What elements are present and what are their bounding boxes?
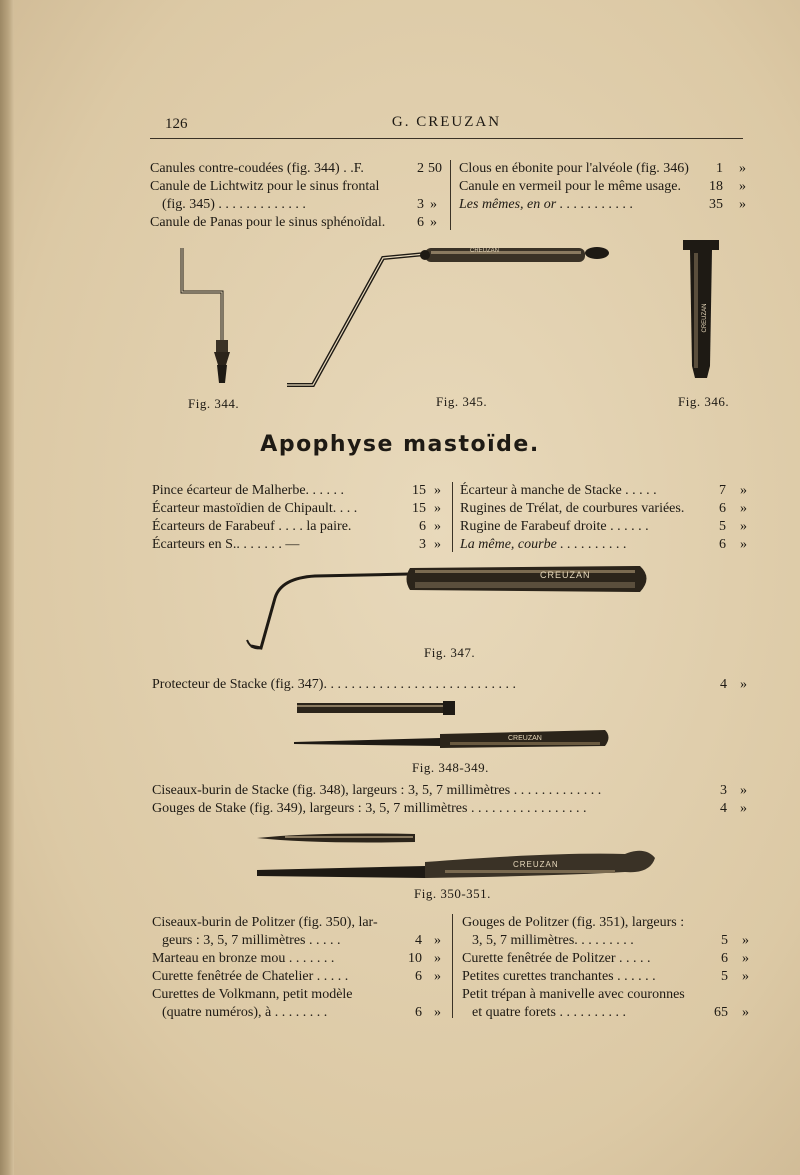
item-price: 3 xyxy=(720,783,727,798)
list-item: Gouges de Politzer (fig. 351), largeurs : xyxy=(462,915,685,930)
figure-caption: Fig. 344. xyxy=(188,396,240,411)
list-item: Les mêmes, en or . . . . . . . . . . . 35 » xyxy=(459,197,746,212)
list-item: Écarteur mastoïdien de Chipault. . . . 15 » xyxy=(152,501,441,516)
item-price: 4 xyxy=(720,801,727,816)
item-text: Protecteur de Stacke (fig. 347). . . . . . . . . . . . . . . . . . . . . . . . . . . . xyxy=(152,677,516,692)
engraving-346: CREUZAN xyxy=(702,303,708,333)
item-price-cents: » xyxy=(740,677,747,692)
figure-caption: Fig. 346. xyxy=(678,394,730,409)
price-list-bottom-left xyxy=(152,914,452,1022)
list-item: Canule en vermeil pour le même usage. 18 » xyxy=(459,179,746,194)
engraving-351: CREUZAN xyxy=(513,860,559,869)
price-list-top-right xyxy=(459,160,759,214)
engraving-349: CREUZAN xyxy=(508,735,542,742)
figure-349-illustration xyxy=(290,722,620,752)
list-item: geurs : 3, 5, 7 millimètres . . . . . 4 » xyxy=(162,933,441,948)
list-item: Canules contre-coudées (fig. 344) . .F. 2 50 xyxy=(150,161,442,176)
list-item: Pince écarteur de Malherbe. . . . . . 15 » xyxy=(152,483,441,498)
item-price-cents: » xyxy=(740,783,747,798)
figure-caption: Fig. 347. xyxy=(424,645,476,660)
list-item: (quatre numéros), à . . . . . . . . 6 » xyxy=(162,1005,441,1020)
column-divider xyxy=(452,482,453,552)
list-item: (fig. 345) . . . . . . . . . . . . . 3 » xyxy=(162,197,437,212)
figure-347-illustration xyxy=(245,560,655,655)
list-item: Canule de Panas pour le sinus sphénoïdal. 6 » xyxy=(150,215,437,230)
figure-346-illustration xyxy=(680,238,725,383)
list-item: 3, 5, 7 millimètres. . . . . . . . . 5 » xyxy=(472,933,749,948)
list-item: Petites curettes tranchantes . . . . . . 5 » xyxy=(462,969,749,984)
list-item: Curettes de Volkmann, petit modèle xyxy=(152,987,353,1002)
book-gutter xyxy=(0,0,14,1175)
list-item: Écarteurs de Farabeuf . . . . la paire. 6 » xyxy=(152,519,441,534)
list-item: Rugine de Farabeuf droite . . . . . . 5 » xyxy=(460,519,747,534)
list-item: Écarteurs en S.. . . . . . . — 3 » xyxy=(152,537,441,552)
gouges-stake-row xyxy=(152,800,752,818)
page-number: 126 xyxy=(165,116,188,132)
list-item: Petit trépan à manivelle avec couronnes xyxy=(462,987,685,1002)
list-item: Clous en ébonite pour l'alvéole (fig. 346) 1 » xyxy=(459,161,746,176)
figure-caption: Fig. 348-349. xyxy=(412,760,489,775)
item-price: 4 xyxy=(720,677,727,692)
protecteur-row xyxy=(152,676,752,694)
column-divider xyxy=(452,914,453,1018)
list-item: Marteau en bronze mou . . . . . . . 10 » xyxy=(152,951,441,966)
section-heading: Apophyse mastoïde. xyxy=(260,432,540,457)
figure-caption: Fig. 350-351. xyxy=(414,886,491,901)
price-list-mid-left xyxy=(152,482,452,554)
page-header xyxy=(150,112,743,139)
figure-345-illustration xyxy=(285,240,630,390)
list-item: Canule de Lichtwitz pour le sinus frontal xyxy=(150,179,380,194)
list-item: Curette fenêtrée de Politzer . . . . . 6 » xyxy=(462,951,749,966)
figure-348-illustration xyxy=(295,698,465,718)
column-divider xyxy=(450,160,451,230)
running-title: G. CREUZAN xyxy=(391,114,502,130)
price-list-top-left xyxy=(150,160,450,232)
list-item: et quatre forets . . . . . . . . . . 65 » xyxy=(472,1005,749,1020)
engraving-345: CREUZAN xyxy=(470,248,500,254)
figure-351-illustration xyxy=(255,842,660,882)
figure-caption: Fig. 345. xyxy=(436,394,488,409)
item-text: Gouges de Stake (fig. 349), largeurs : 3, 5, 7 millimètres . . . . . . . . . . . . . . . . . xyxy=(152,801,587,816)
item-text: Ciseaux-burin de Stacke (fig. 348), largeurs : 3, 5, 7 millimètres . . . . . . . . . . . . . xyxy=(152,783,602,798)
price-list-mid-right xyxy=(460,482,760,554)
engraving-347: CREUZAN xyxy=(540,570,591,580)
item-price-cents: » xyxy=(740,801,747,816)
list-item: Curette fenêtrée de Chatelier . . . . . 6 » xyxy=(152,969,441,984)
list-item: La même, courbe . . . . . . . . . . 6 » xyxy=(460,537,747,552)
list-item: Ciseaux-burin de Politzer (fig. 350), lar- xyxy=(152,915,378,930)
price-list-bottom-right xyxy=(462,914,762,1022)
list-item: Écarteur à manche de Stacke . . . . . 7 » xyxy=(460,483,747,498)
figure-344-illustration xyxy=(170,240,240,390)
list-item: Rugines de Trélat, de courbures variées. 6 » xyxy=(460,501,747,516)
ciseaux-stacke-row xyxy=(152,782,752,800)
